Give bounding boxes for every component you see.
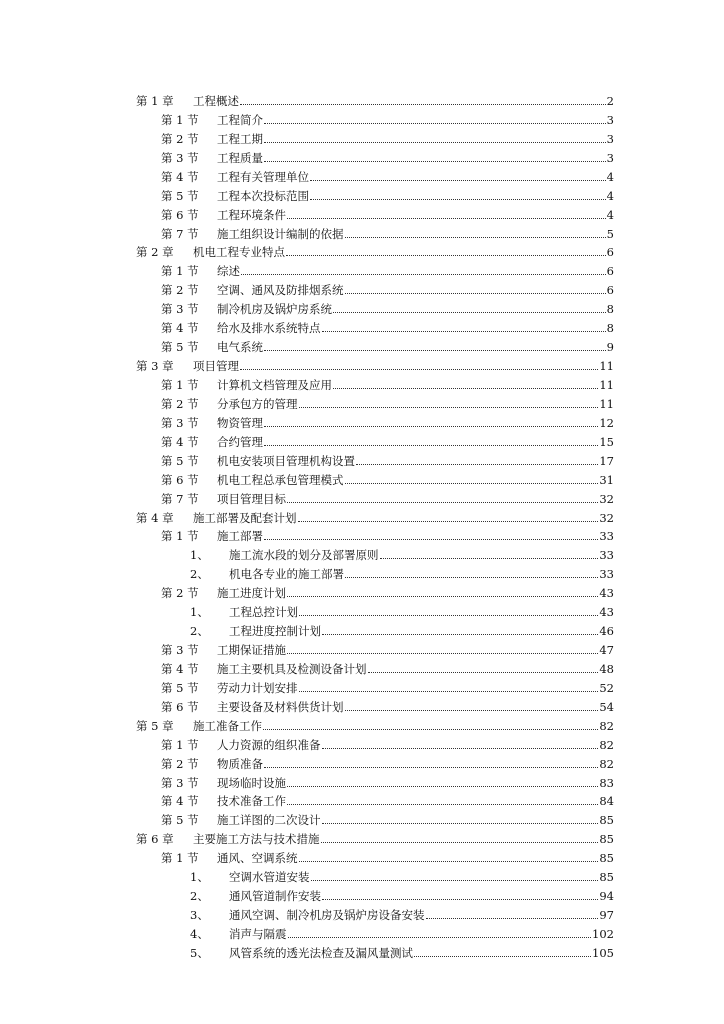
toc-entry[interactable]: [190, 543, 614, 562]
toc-entry-title: 机电各专业的施工部署: [229, 567, 344, 582]
dot-leader: [286, 255, 606, 256]
dot-leader: [345, 237, 606, 238]
toc-entry-number: 第 6 节: [161, 472, 199, 487]
toc-entry-number: 1、: [190, 870, 209, 885]
toc-entry[interactable]: [161, 752, 614, 771]
toc-entry-number: 第 3 章: [136, 359, 174, 373]
toc-entry-title: 综述: [217, 264, 240, 279]
toc-entry-title: 施工准备工作: [193, 718, 262, 733]
toc-entry-title: 工程质量: [217, 150, 263, 165]
toc-entry-number: 第 4 节: [161, 794, 199, 809]
toc-entry-number: 第 2 节: [161, 396, 199, 411]
toc-entry[interactable]: [190, 562, 614, 581]
toc-entry[interactable]: [161, 808, 614, 827]
toc-entry-number: 第 4 节: [161, 434, 199, 449]
toc-entry-page: 11: [599, 359, 614, 373]
dot-leader: [299, 861, 599, 862]
toc-entry-page: 33: [599, 548, 614, 563]
toc-entry-number: 第 5 节: [161, 340, 199, 355]
toc-entry-title: 物资管理: [217, 415, 263, 430]
dot-leader: [333, 388, 598, 389]
toc-entry-page: 33: [599, 529, 614, 544]
toc-entry-page: 2: [606, 94, 614, 108]
toc-entry[interactable]: [161, 449, 614, 468]
dot-leader: [322, 823, 599, 824]
toc-entry[interactable]: [161, 373, 614, 392]
toc-entry-number: 第 5 节: [161, 453, 199, 468]
toc-entry[interactable]: [190, 600, 614, 619]
toc-entry[interactable]: [136, 240, 614, 259]
toc-entry-number: 第 5 节: [161, 188, 199, 203]
dot-leader: [322, 899, 598, 900]
toc-entry-title: 物质准备: [217, 756, 263, 771]
toc-entry-page: 33: [599, 567, 614, 582]
toc-entry-page: 32: [599, 491, 614, 506]
dot-leader: [345, 577, 598, 578]
toc-entry-number: 3、: [190, 908, 209, 922]
toc-entry-title: 施工详图的二次设计: [217, 813, 321, 828]
toc-entry[interactable]: [190, 619, 614, 638]
toc-entry[interactable]: [161, 733, 614, 752]
toc-entry-title: 工程总控计划: [229, 605, 298, 620]
toc-entry-page: 105: [592, 945, 614, 960]
toc-entry-page: 84: [599, 794, 614, 809]
dot-leader: [426, 918, 599, 919]
dot-leader: [333, 312, 606, 313]
toc-entry-title: 机电安装项目管理机构设置: [217, 453, 355, 468]
dot-leader: [298, 521, 599, 522]
toc-entry-title: 通风管道制作安装: [229, 889, 321, 904]
toc-entry[interactable]: [190, 941, 614, 960]
dot-leader: [264, 350, 606, 351]
dot-leader: [241, 274, 606, 275]
dot-leader: [264, 142, 606, 143]
dot-leader: [299, 615, 598, 616]
toc-entry[interactable]: [161, 411, 614, 430]
toc-entry-title: 施工流水段的划分及部署原则: [229, 548, 379, 563]
toc-entry[interactable]: [161, 789, 614, 808]
toc-entry-page: 85: [599, 870, 614, 885]
toc-entry-number: 第 5 节: [161, 813, 199, 828]
toc-entry-number: 2、: [190, 567, 209, 582]
toc-entry-title: 计算机文档管理及应用: [217, 377, 332, 392]
dot-leader: [240, 369, 598, 370]
dot-leader: [321, 842, 599, 843]
toc-entry-page: 3: [606, 112, 614, 127]
toc-entry[interactable]: [136, 827, 614, 846]
toc-entry-number: 1、: [190, 605, 209, 620]
toc-entry-number: 第 3 节: [161, 415, 199, 430]
toc-entry[interactable]: [161, 581, 614, 600]
dot-leader: [345, 293, 606, 294]
toc-entry-number: 第 1 节: [161, 377, 199, 392]
toc-entry-title: 施工进度计划: [217, 586, 286, 601]
toc-entry-number: 第 3 节: [161, 643, 199, 657]
toc-entry-title: 技术准备工作: [217, 794, 286, 809]
toc-entry-title: 工程工期: [217, 131, 263, 146]
toc-entry-title: 工程环境条件: [217, 207, 286, 222]
toc-entry-number: 第 4 节: [161, 321, 199, 336]
toc-entry-number: 第 4 章: [136, 510, 174, 525]
toc-entry-title: 电气系统: [217, 340, 263, 355]
toc-entry-title: 机电工程专业特点: [193, 245, 285, 260]
toc-entry-number: 第 1 节: [161, 264, 199, 279]
toc-entry-title: 人力资源的组织准备: [217, 737, 321, 752]
toc-entry-title: 通风空调、制冷机房及锅炉房设备安装: [229, 908, 425, 922]
toc-entry-title: 空调、通风及防排烟系统: [217, 283, 344, 298]
dot-leader: [288, 937, 592, 938]
toc-entry[interactable]: [161, 335, 614, 354]
dot-leader: [345, 710, 599, 711]
toc-entry-number: 第 2 章: [136, 245, 174, 260]
toc-entry-page: 43: [599, 586, 614, 601]
toc-entry[interactable]: [161, 771, 614, 790]
toc-entry-title: 风管系统的透光法检查及漏风量测试: [229, 945, 413, 960]
dot-leader: [264, 767, 598, 768]
toc-entry-title: 工程进度控制计划: [229, 624, 321, 638]
toc-entry-number: 第 5 章: [136, 718, 174, 733]
toc-entry-page: 85: [599, 832, 614, 847]
toc-entry-number: 第 1 节: [161, 737, 199, 752]
toc-entry-title: 消声与隔震: [229, 926, 287, 941]
toc-entry-page: 82: [599, 737, 614, 752]
toc-entry-number: 第 4 节: [161, 169, 199, 184]
toc-entry[interactable]: [161, 524, 614, 543]
toc-entry-number: 第 7 节: [161, 226, 199, 241]
toc-entry[interactable]: [136, 506, 614, 525]
toc-entry[interactable]: [161, 676, 614, 695]
dot-leader: [322, 634, 598, 635]
toc-entry-number: 第 5 节: [161, 680, 199, 695]
toc-entry-title: 施工部署: [217, 529, 263, 544]
toc-entry[interactable]: [161, 392, 614, 411]
toc-entry-title: 工程概述: [193, 94, 239, 108]
dot-leader: [287, 786, 598, 787]
toc-entry-number: 第 1 节: [161, 529, 199, 544]
dot-leader: [287, 653, 598, 654]
toc-entry-number: 第 2 节: [161, 131, 199, 146]
toc-entry-title: 现场临时设施: [217, 775, 286, 790]
toc-entry-page: 11: [599, 377, 614, 392]
dot-leader: [368, 672, 599, 673]
toc-entry[interactable]: [136, 714, 614, 733]
toc-entry[interactable]: [161, 846, 614, 865]
dot-leader: [287, 596, 598, 597]
toc-entry[interactable]: [161, 108, 614, 127]
toc-entry-title: 通风、空调系统: [217, 851, 298, 866]
dot-leader: [310, 180, 606, 181]
toc-entry-page: 17: [599, 453, 614, 468]
dot-leader: [264, 161, 606, 162]
toc-entry[interactable]: [161, 297, 614, 316]
toc-entry[interactable]: [161, 127, 614, 146]
toc-entry-page: 82: [599, 756, 614, 771]
toc-entry[interactable]: [161, 316, 614, 335]
dot-leader: [345, 483, 599, 484]
toc-entry-number: 第 1 节: [161, 112, 199, 127]
toc-entry-number: 第 2 节: [161, 586, 199, 601]
toc-entry-page: 85: [599, 851, 614, 866]
toc-entry-page: 31: [599, 472, 614, 487]
toc-entry-page: 97: [599, 908, 614, 922]
toc-entry-number: 第 3 节: [161, 775, 199, 790]
dot-leader: [380, 558, 599, 559]
toc-entry-number: 第 4 节: [161, 661, 199, 676]
toc-entry[interactable]: [136, 354, 614, 373]
toc-entry-page: 32: [599, 510, 614, 525]
toc-entry-page: 3: [606, 150, 614, 165]
toc-entry-number: 1、: [190, 548, 209, 563]
toc-entry-title: 施工主要机具及检测设备计划: [217, 661, 367, 676]
toc-entry[interactable]: [161, 165, 614, 184]
toc-entry-page: 4: [606, 169, 614, 184]
dot-leader: [287, 502, 598, 503]
toc-entry-title: 空调水管道安装: [229, 870, 310, 885]
toc-entry[interactable]: [190, 922, 614, 941]
dot-leader: [240, 104, 606, 105]
toc-entry[interactable]: [161, 184, 614, 203]
toc-entry-title: 主要施工方法与技术措施: [193, 832, 320, 847]
toc-entry[interactable]: [161, 259, 614, 278]
toc-entry[interactable]: [161, 657, 614, 676]
toc-entry[interactable]: [190, 903, 614, 922]
toc-entry-title: 工程本次投标范围: [217, 188, 309, 203]
toc-entry-title: 工程简介: [217, 112, 263, 127]
toc-entry[interactable]: [161, 487, 614, 506]
dot-leader: [322, 331, 606, 332]
dot-leader: [299, 407, 599, 408]
toc-entry-page: 54: [599, 699, 614, 714]
toc-entry[interactable]: [161, 638, 614, 657]
toc-entry[interactable]: [161, 146, 614, 165]
toc-entry-title: 工程有关管理单位: [217, 169, 309, 184]
toc-entry[interactable]: [190, 884, 614, 903]
toc-entry-page: 11: [599, 396, 614, 411]
dot-leader: [414, 956, 591, 957]
toc-entry-title: 制冷机房及锅炉房系统: [217, 302, 332, 317]
toc-entry-page: 82: [599, 718, 614, 733]
toc-entry-page: 12: [599, 415, 614, 430]
toc-entry-page: 4: [606, 188, 614, 203]
toc-entry-number: 第 2 节: [161, 756, 199, 771]
toc-entry-page: 3: [606, 131, 614, 146]
toc-entry-page: 8: [606, 302, 614, 317]
toc-entry-number: 第 1 章: [136, 94, 174, 108]
dot-leader: [264, 539, 598, 540]
toc-entry-page: 85: [599, 813, 614, 828]
toc-entry-number: 4、: [190, 926, 209, 941]
toc-entry[interactable]: [161, 203, 614, 222]
toc-entry-number: 5、: [190, 945, 209, 960]
toc-entry-title: 施工组织设计编制的依据: [217, 226, 344, 241]
toc-entry[interactable]: [136, 89, 614, 108]
toc-entry-title: 工期保证措施: [217, 643, 286, 657]
toc-entry-page: 94: [599, 889, 614, 904]
toc-entry-page: 6: [606, 245, 614, 260]
toc-entry-number: 第 6 节: [161, 699, 199, 714]
toc-entry[interactable]: [161, 695, 614, 714]
toc-entry-title: 项目管理: [193, 359, 239, 373]
toc-entry[interactable]: [161, 278, 614, 297]
toc-entry-title: 给水及排水系统特点: [217, 321, 321, 336]
dot-leader: [356, 464, 598, 465]
toc-entry[interactable]: [161, 468, 614, 487]
dot-leader: [264, 426, 598, 427]
toc-entry-page: 6: [606, 264, 614, 279]
toc-entry-page: 102: [592, 926, 614, 941]
dot-leader: [264, 445, 598, 446]
toc-entry-page: 4: [606, 207, 614, 222]
toc-entry-page: 5: [606, 226, 614, 241]
toc-entry-number: 2、: [190, 889, 209, 904]
toc-entry[interactable]: [161, 430, 614, 449]
toc-entry-page: 47: [599, 643, 614, 657]
toc-entry-title: 合约管理: [217, 434, 263, 449]
toc-entry-page: 6: [606, 283, 614, 298]
toc-entry-title: 分承包方的管理: [217, 396, 298, 411]
toc-entry-number: 第 3 节: [161, 302, 199, 317]
dot-leader: [264, 123, 606, 124]
toc-entry-title: 劳动力计划安排: [217, 680, 298, 695]
toc-entry-page: 46: [599, 624, 614, 638]
dot-leader: [311, 880, 599, 881]
toc-entry-page: 9: [606, 340, 614, 355]
dot-leader: [263, 729, 598, 730]
toc-entry-title: 项目管理目标: [217, 491, 286, 506]
dot-leader: [322, 748, 599, 749]
toc-entry-page: 48: [599, 661, 614, 676]
toc-entry[interactable]: [190, 865, 614, 884]
toc-entry-page: 83: [599, 775, 614, 790]
toc-entry-page: 8: [606, 321, 614, 336]
toc-entry-number: 第 1 节: [161, 851, 199, 866]
dot-leader: [299, 691, 599, 692]
toc-entry-page: 15: [599, 434, 614, 449]
dot-leader: [310, 199, 606, 200]
dot-leader: [287, 804, 598, 805]
toc-entry-number: 第 6 节: [161, 207, 199, 222]
toc-entry[interactable]: [161, 222, 614, 241]
toc-entry-title: 机电工程总承包管理模式: [217, 472, 344, 487]
toc-entry-title: 主要设备及材料供货计划: [217, 699, 344, 714]
toc-entry-title: 施工部署及配套计划: [193, 510, 297, 525]
toc-entry-number: 第 2 节: [161, 283, 199, 298]
toc-entry-number: 第 3 节: [161, 150, 199, 165]
toc-entry-number: 第 6 章: [136, 832, 174, 847]
toc-entry-number: 2、: [190, 624, 209, 638]
toc-entry-number: 第 7 节: [161, 491, 199, 506]
toc-entry-page: 52: [599, 680, 614, 695]
dot-leader: [287, 218, 606, 219]
toc-entry-page: 43: [599, 605, 614, 620]
